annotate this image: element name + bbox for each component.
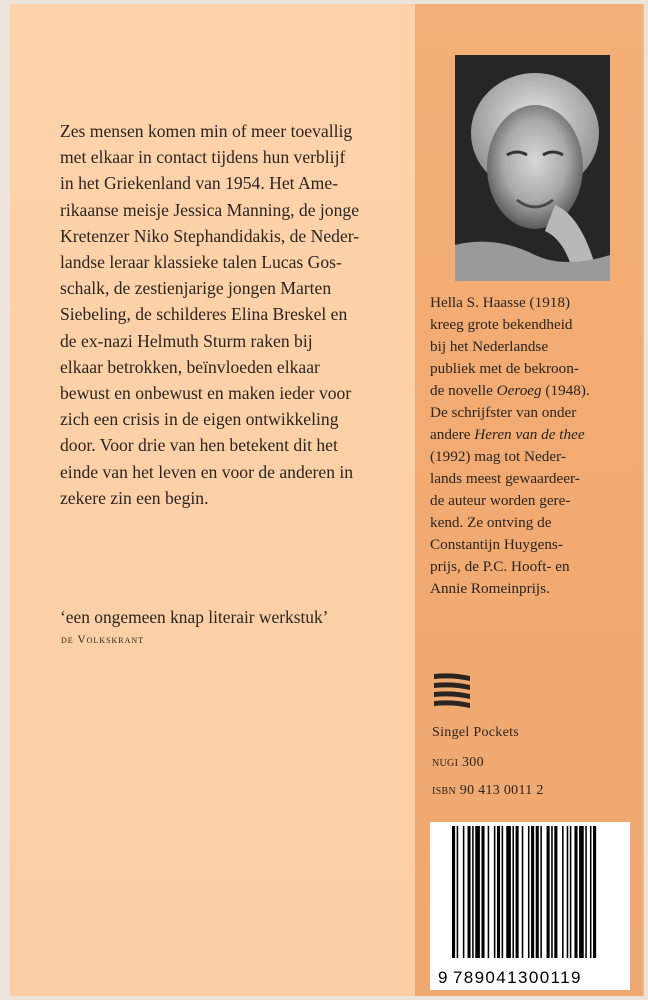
author-bio	[430, 292, 630, 600]
blurb-line: landse leraar klassieke talen Lucas Gos-	[60, 252, 342, 273]
blurb-line: rikaanse meisje Jessica Manning, de jonge	[60, 199, 360, 220]
blurb-line: Kretenzer Niko Stephandidakis, de Neder-	[60, 225, 360, 246]
bio-line: de auteur worden gere-	[430, 492, 571, 509]
barcode-bars	[430, 822, 630, 962]
bio-line	[430, 292, 630, 314]
bio-line: lands meest gewaardeer-	[430, 470, 580, 487]
barcode-bar	[547, 826, 550, 958]
barcode-bar	[593, 826, 596, 958]
barcode-bar	[494, 826, 496, 958]
bio-line: Constantijn Huygens-	[430, 536, 563, 553]
barcode-bar	[567, 826, 569, 958]
blurb-line: door. Voor drie van hen betekent dit het	[60, 435, 338, 456]
bio-line: (1992) mag tot Neder-	[430, 448, 566, 465]
barcode-bar	[574, 826, 577, 958]
barcode-bar	[531, 826, 534, 958]
barcode-bar	[528, 826, 530, 958]
bio-text: andere	[430, 426, 475, 443]
barcode-bar	[585, 826, 587, 958]
bio-line: kend. Ze ontving de	[430, 514, 552, 531]
barcode-bar	[551, 826, 553, 958]
book-title-heren-van-de-thee: Heren van de thee	[474, 426, 585, 443]
blurb-line: Siebeling, de schilderes Elina Breskel en	[60, 304, 348, 325]
barcode-bar	[512, 826, 514, 958]
barcode-bar	[468, 826, 471, 958]
barcode	[430, 822, 630, 990]
bio-line: publiek met de bekroon-	[430, 360, 579, 377]
barcode-bar	[536, 826, 539, 958]
blurb-line: einde van het leven en voor de anderen in	[60, 461, 354, 482]
blurb-line: met elkaar in contact tijdens hun verblijf	[60, 147, 346, 168]
barcode-bar	[457, 826, 459, 958]
barcode-bar	[554, 826, 557, 958]
bio-line: bij het Nederlandse	[430, 338, 549, 355]
bio-line	[430, 424, 630, 446]
barcode-bar	[522, 826, 524, 958]
book-title-oeroeg: Oeroeg	[496, 382, 542, 399]
author-birth-year: (1918)	[529, 294, 571, 311]
barcode-bar	[481, 826, 484, 958]
review-quote: ‘een ongemeen knap literair werkstuk’	[60, 607, 329, 627]
barcode-bar	[506, 826, 511, 958]
barcode-bar	[475, 826, 480, 958]
blurb-line: Zes mensen komen min of meer toevallig	[60, 121, 353, 141]
barcode-bar	[497, 826, 500, 958]
barcode-digits: 789041300119	[452, 968, 582, 987]
barcode-bar	[472, 826, 474, 958]
blurb-line: schalk, de zestienjarige jongen Marten	[60, 278, 332, 299]
author-portrait-photo	[455, 55, 610, 281]
barcode-bar	[540, 826, 542, 958]
barcode-bar	[579, 826, 584, 958]
barcode-bar	[570, 826, 572, 958]
barcode-number	[438, 968, 628, 988]
author-name: Hella S. Haasse	[430, 294, 526, 311]
barcode-bar	[562, 826, 564, 958]
bio-line: De schrijfster van onder	[430, 404, 577, 421]
blurb-text	[60, 118, 400, 511]
barcode-bar	[502, 826, 504, 958]
bio-line	[430, 380, 630, 402]
nugi-code: nugi 300	[432, 755, 484, 770]
blurb-line: de ex-nazi Helmuth Sturm raken bij	[60, 330, 313, 351]
blurb-line: in het Griekenland van 1954. Het Ame-	[60, 173, 339, 194]
barcode-bar	[463, 826, 465, 958]
bio-text: (1948).	[541, 382, 590, 399]
barcode-first-digit: 9	[438, 968, 449, 987]
bio-text: de novelle	[430, 382, 497, 399]
blurb-line: elkaar betrokken, beïnvloeden elkaar	[60, 356, 320, 377]
barcode-bar	[590, 826, 592, 958]
bio-line: Annie Romeinprijs.	[430, 580, 550, 597]
bio-line: kreeg grote bekendheid	[430, 316, 573, 333]
blurb-line: zekere zin een begin.	[60, 487, 209, 508]
barcode-bar	[488, 826, 490, 958]
isbn-number: isbn 90 413 0011 2	[432, 783, 544, 798]
barcode-bar	[516, 826, 519, 958]
blurb-line: bewust en onbewust en maken ieder voor	[60, 383, 352, 404]
blurb-line: zich een crisis in de eigen ontwikkeling	[60, 409, 339, 430]
barcode-bar	[452, 826, 455, 958]
review-source: de Volkskrant	[61, 634, 145, 646]
publisher-name: Singel Pockets	[432, 725, 520, 740]
bio-line: prijs, de P.C. Hooft- en	[430, 558, 570, 575]
singel-pockets-logo-icon	[432, 670, 472, 710]
